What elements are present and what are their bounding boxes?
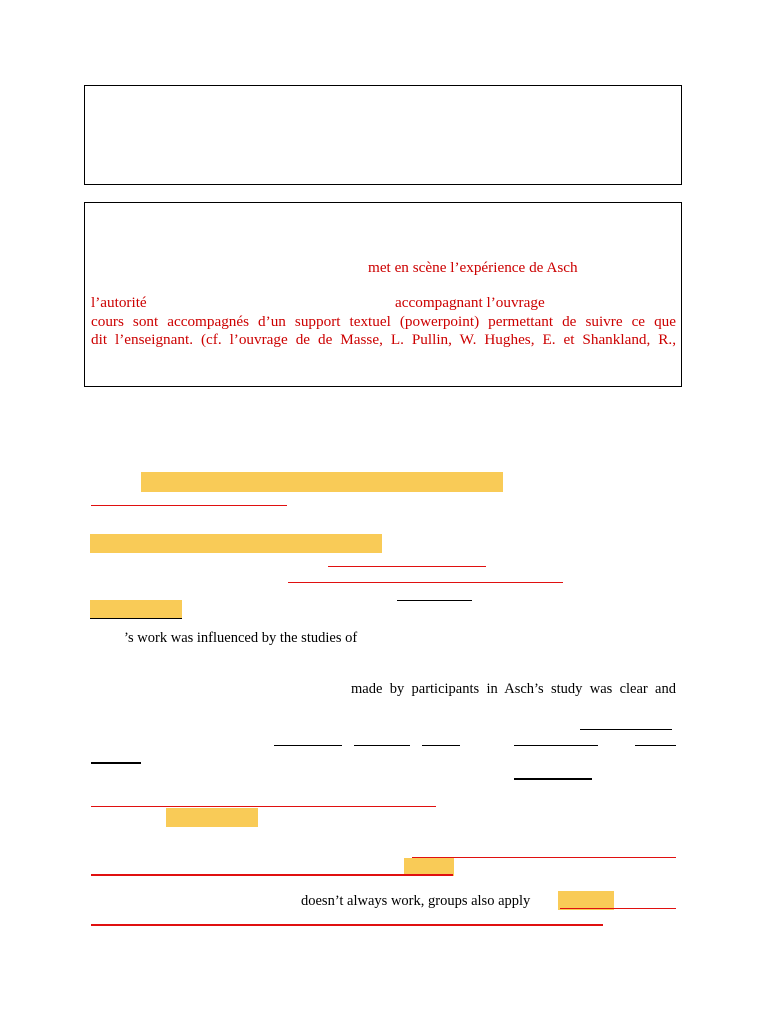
- highlight-block: [166, 808, 258, 827]
- red-underline: [560, 908, 676, 909]
- highlight-block: [90, 600, 182, 619]
- body-line-asch-work: ’s work was influenced by the studies of: [124, 630, 358, 646]
- blank-line: [274, 745, 342, 746]
- header-frame: [84, 85, 682, 185]
- red-underline: [91, 505, 287, 506]
- body-line-groups: doesn’t always work, groups also apply: [301, 893, 531, 909]
- info-line-courses: cours sont accompagnés d’un support textuel (powerpoint) permettant de suivre ce que: [91, 313, 676, 330]
- blank-line: [90, 618, 182, 619]
- blank-line: [354, 745, 410, 746]
- info-line-asch: met en scène l’expérience de Asch: [368, 259, 578, 276]
- blank-line: [397, 600, 472, 601]
- info-line-authority: l’autorité: [91, 294, 147, 311]
- highlight-block: [90, 534, 382, 553]
- info-line-accompanying: accompagnant l’ouvrage: [395, 294, 545, 311]
- red-underline: [288, 582, 563, 583]
- red-underline: [91, 874, 453, 876]
- blank-line: [514, 745, 598, 746]
- blank-line: [580, 729, 672, 730]
- info-frame: [84, 202, 682, 387]
- red-underline: [328, 566, 486, 567]
- red-underline: [91, 806, 436, 807]
- info-line-reference: dit l’enseignant. (cf. l’ouvrage de de Masse, L. Pullin, W. Hughes, E. et Shankland, R.,: [91, 331, 676, 348]
- blank-line: [91, 762, 141, 764]
- body-line-participants: made by participants in Asch’s study was clear and: [351, 681, 676, 697]
- blank-line: [635, 745, 676, 746]
- blank-line: [514, 778, 592, 780]
- red-underline: [91, 924, 603, 926]
- highlight-block: [141, 472, 503, 492]
- blank-line: [422, 745, 460, 746]
